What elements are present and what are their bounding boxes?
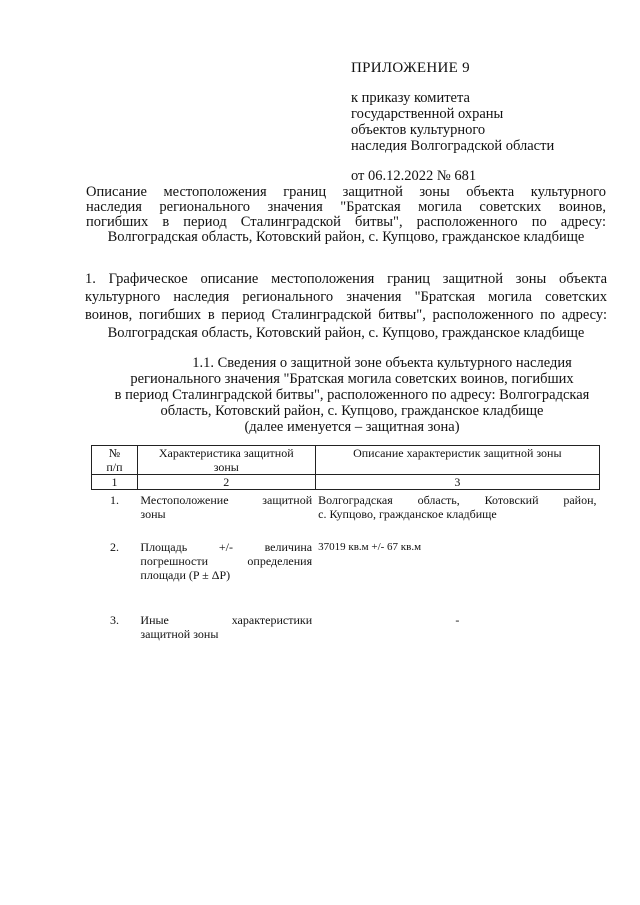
row-number: 1. bbox=[109, 493, 119, 507]
header-number-line1: № bbox=[108, 446, 121, 460]
characteristic-line: Иные характеристики bbox=[140, 613, 313, 627]
row-description bbox=[315, 490, 599, 522]
description-line: с. Купцово, гражданское кладбище bbox=[318, 507, 497, 521]
column-number: 1 bbox=[92, 475, 138, 490]
characteristic-line: Площадь +/- величина bbox=[140, 540, 313, 554]
header-characteristic bbox=[137, 446, 315, 475]
characteristic-line: зоны bbox=[140, 507, 166, 521]
appendix-line: к приказу комитета bbox=[351, 90, 470, 106]
document-heading bbox=[86, 185, 606, 245]
appendix-title: ПРИЛОЖЕНИЕ 9 bbox=[351, 60, 470, 76]
characteristic-line: защитной зоны bbox=[140, 627, 219, 641]
heading-line: наследия регионального значения "Братская могила советских воинов, bbox=[86, 199, 606, 215]
table-column-numbers-row bbox=[92, 475, 600, 490]
description-dash: - bbox=[455, 613, 460, 627]
characteristic-line: площади (P ± ΔP) bbox=[140, 568, 231, 582]
row-characteristic bbox=[137, 521, 315, 582]
section-heading-line: воинов, погибших в период Сталинградской битвы", расположенного по адресу: bbox=[85, 307, 607, 323]
subsection-heading-line: 1.1. Сведения о защитной зоне объекта культурного наследия bbox=[192, 355, 572, 371]
description-line: Волгоградская область, Котовский район, bbox=[318, 493, 597, 507]
subsection-heading bbox=[96, 355, 608, 435]
row-characteristic bbox=[137, 582, 315, 641]
subsection-heading-line: регионального значения "Братская могила советских воинов, погибших bbox=[130, 371, 574, 387]
characteristic-line: погрешности определения bbox=[140, 554, 313, 568]
appendix-date: от 06.12.2022 № 681 bbox=[351, 168, 477, 184]
subsection-heading-line: область, Котовский район, с. Купцово, гражданское кладбище bbox=[160, 403, 544, 419]
protection-zone-table bbox=[91, 445, 600, 641]
section-heading-line: культурного наследия регионального значения "Братская могила советских bbox=[85, 289, 607, 305]
header-characteristic-line1: Характеристика защитной bbox=[158, 446, 294, 460]
appendix-line: объектов культурного bbox=[351, 122, 486, 138]
header-number bbox=[92, 446, 138, 475]
column-number: 2 bbox=[137, 475, 315, 490]
row-number: 2. bbox=[109, 540, 119, 554]
section-heading bbox=[85, 270, 607, 342]
table-row bbox=[92, 582, 600, 641]
row-number: 3. bbox=[109, 613, 119, 627]
heading-line: погибших в период Сталинградской битвы", расположенного по адресу: bbox=[86, 214, 606, 230]
description-line: 37019 кв.м +/- 67 кв.м bbox=[318, 541, 422, 553]
appendix-line: наследия Волгоградской области bbox=[351, 138, 555, 154]
subsection-heading-line: в период Сталинградской битвы", расположенного по адресу: Волгоградская bbox=[114, 387, 590, 403]
row-description bbox=[315, 521, 599, 582]
table-row bbox=[92, 521, 600, 582]
section-heading-line: Волгоградская область, Котовский район, с. Купцово, гражданское кладбище bbox=[107, 325, 585, 341]
subsection-heading-line: (далее именуется – защитная зона) bbox=[244, 419, 460, 435]
header-description: Описание характеристик защитной зоны bbox=[315, 446, 599, 475]
header-characteristic-line2: зоны bbox=[213, 460, 239, 474]
characteristic-line: Местоположение защитной bbox=[140, 493, 313, 507]
table-row bbox=[92, 490, 600, 522]
row-characteristic bbox=[137, 490, 315, 522]
heading-line: Волгоградская область, Котовский район, с. Купцово, гражданское кладбище bbox=[107, 229, 585, 245]
section-heading-line: 1. Графическое описание местоположения границ защитной зоны объекта bbox=[85, 271, 607, 287]
appendix-block bbox=[351, 60, 611, 184]
row-description bbox=[315, 582, 599, 641]
header-number-line2: п/п bbox=[106, 460, 123, 474]
heading-line: Описание местоположения границ защитной зоны объекта культурного bbox=[86, 184, 606, 200]
table-header-row bbox=[92, 446, 600, 475]
appendix-line: государственной охраны bbox=[351, 106, 504, 122]
column-number: 3 bbox=[315, 475, 599, 490]
